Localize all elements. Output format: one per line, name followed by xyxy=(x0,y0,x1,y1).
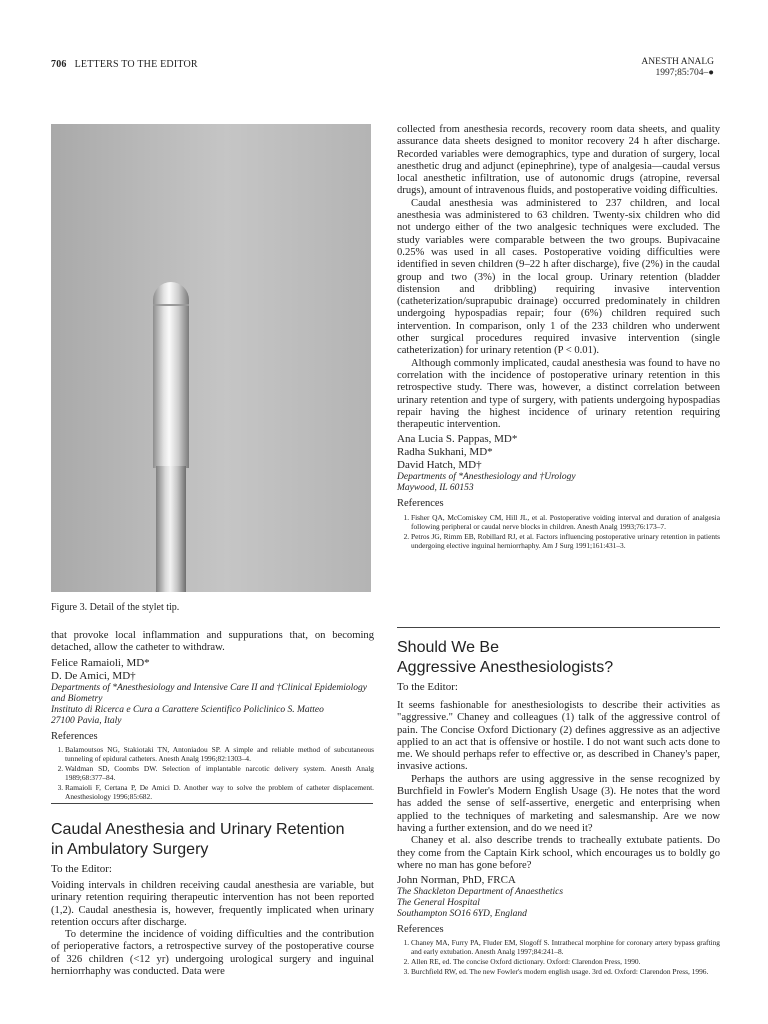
title-line: in Ambulatory Surgery xyxy=(51,841,209,858)
author-line: D. De Amici, MD† xyxy=(51,669,136,682)
stylet-tip-graphic xyxy=(153,282,189,468)
author-line: Ana Lucia S. Pappas, MD* xyxy=(397,433,518,446)
reference-list xyxy=(397,513,720,550)
body-paragraph: It seems fashionable for anesthesiologists to describe their activities as "aggressive." Chaney and colleagues (1) talk of the aggressive control of pain. The Concise Oxford Dictionary (2) defines aggressive as an adjective applied to an act that is offensive or hostile. I do not want such acts done to me. We should perhaps refer to effective or, as described in Chaney's paper, invasive actions. xyxy=(397,700,720,773)
affiliation-line: Maywood, IL 60153 xyxy=(397,483,474,494)
body-paragraph: Caudal anesthesia was administered to 237 children, and local anesthesia was administered to 63 children. Twenty-six children who did not undergo either of the two analgesic techniques were excluded. The study variables were comparable between the two groups. Bupivacaine 0.25% was used in all cases. Postoperative voiding difficulties were identified in seven children (9–22 h after discharge), five (2%) in the caudal group and two (3%) in the local group. Urinary retention (bladder distension and dribbling) requiring invasive intervention (catheterization/suprapubic drainage) occurred predominately in children undergoing hypospadias repair; four (6%) children required such intervention. In comparison, only 1 of the 233 children who underwent other surgical procedures required invasive intervention (single catheterization) for urinary retention (P < 0.01). xyxy=(397,197,720,357)
reference-item: 2. Waldman SD, Coombs DW. Selection of implantable narcotic delivery system. Anesth Analg 1989;68:377–84. xyxy=(65,764,374,782)
affiliation-line: Departments of *Anesthesiology and †Urology xyxy=(397,472,576,483)
affiliation-line: Instituto di Ricerca e Cura a Carattere Scientifico Policlinico S. Matteo xyxy=(51,704,324,715)
reference-item: 2. Allen RE, ed. The concise Oxford dictionary. Oxford: Clarendon Press, 1990. xyxy=(411,957,720,966)
references-heading: References xyxy=(397,924,444,936)
references-heading: References xyxy=(397,498,444,510)
reference-item: 3. Burchfield RW, ed. The new Fowler's modern english usage. 3rd ed. Oxford: Clarendon Press, 1996. xyxy=(411,967,720,976)
section-divider xyxy=(51,803,373,804)
references-heading: References xyxy=(51,730,98,742)
section-title: LETTERS TO THE EDITOR xyxy=(74,59,198,70)
body-paragraph: Chaney et al. also describe trends to tracheally extubate patients. Do they come from the Captain Kirk school, which encourages us to boldly go where no man has gone before? xyxy=(397,835,720,871)
salutation: To the Editor: xyxy=(397,681,458,693)
running-header-right xyxy=(641,57,714,79)
stylet-groove xyxy=(153,304,189,306)
figure-caption: Figure 3. Detail of the stylet tip. xyxy=(51,602,180,613)
letter-title xyxy=(397,638,720,678)
affiliation-line: Southampton SO16 6YD, England xyxy=(397,909,527,920)
reference-list xyxy=(397,938,720,976)
affiliation-line: Departments of *Anesthesiology and Intensive Care II and †Clinical Epidemiology and Biometry xyxy=(51,682,367,704)
salutation: To the Editor: xyxy=(51,863,112,875)
author-line: John Norman, PhD, FRCA xyxy=(397,874,516,887)
title-line: Caudal Anesthesia and Urinary Retention xyxy=(51,821,345,838)
author-line: Felice Ramaioli, MD* xyxy=(51,656,150,669)
caudal-letter-continuation xyxy=(397,124,720,551)
affiliation-line: The Shackleton Department of Anaesthetics xyxy=(397,887,564,898)
body-paragraph: To determine the incidence of voiding difficulties and the contribution of perioperative factors, a retrospective survey of the postoperative course of 326 children (<12 yr) undergoing urological surgery and inguinal herniorrhaphy was conducted. Data were xyxy=(51,929,374,978)
previous-letter-ending xyxy=(51,630,374,802)
reference-item: 1. Chaney MA, Furry PA, Fluder EM, Slogoff S. Intrathecal morphine for coronary artery bypass grafting and early extubation. Anesth Analg 1997;84:241–8. xyxy=(411,938,720,956)
reference-item: 1. Balamoutsos NG, Stakiotaki TN, Antoniadou SP. A simple and reliable method of subcutaneous tunneling of epidural catheters. Anesth Analg 1996;82:1303–4. xyxy=(65,745,374,763)
stylet-shaft xyxy=(156,466,186,592)
author-line: David Hatch, MD† xyxy=(397,459,482,472)
reference-item: 3. Ramaioli F, Certana P, De Amici D. Another way to solve the problem of catheter displacement. Anesthesiology 1996;85:682. xyxy=(65,783,374,801)
affiliation-line: 27100 Pavia, Italy xyxy=(51,715,122,726)
body-paragraph: Although commonly implicated, caudal anesthesia was found to have no correlation with the incidence of postoperative urinary retention in this retrospective study. There was, however, a distinct correlation between urinary retention and type of surgery, with patients undergoing hypospadias repair having the highest incidence of urinary retention requiring therapeutic intervention. xyxy=(397,357,720,431)
caudal-letter-body xyxy=(51,880,374,978)
aggressive-letter-body xyxy=(397,700,720,977)
author-line: Radha Sukhani, MD* xyxy=(397,446,493,459)
body-paragraph: that provoke local inflammation and suppurations that, on becoming detached, allow the catheter to withdraw. xyxy=(51,630,374,654)
reference-item: 1. Fisher QA, McComiskey CM, Hill JL, et al. Postoperative voiding interval and duration of analgesia following peripheral or caudal nerve blocks in children. Anesth Analg 1993;76:173–7. xyxy=(411,513,720,531)
body-paragraph: collected from anesthesia records, recovery room data sheets, and quality assurance data sheets designed to monitor recovery 24 h after discharge. Recorded variables were demographics, type and duration of surgery, local anesthetic drug and adjunct (epinephrine), type of analgesia—caudal versus local anesthetic infiltration, use of autonomic drugs (atropine, reversal drugs), amount of intravenous fluids, and postoperative voiding difficulties. xyxy=(397,124,720,197)
stylet-photo xyxy=(51,124,371,592)
letter-title xyxy=(51,820,376,860)
journal-name: ANESTH ANALG xyxy=(641,57,714,67)
section-divider xyxy=(397,627,720,628)
reference-item: 2. Petros JG, Rimm EB, Robillard RJ, et al. Factors influencing postoperative urinary retention in patients undergoing elective inguinal herniorrhaphy. Am J Surg 1991;161:431–3. xyxy=(411,532,720,550)
title-line: Aggressive Anesthesiologists? xyxy=(397,659,614,676)
affiliation-line: The General Hospital xyxy=(397,898,480,909)
body-paragraph: Voiding intervals in children receiving caudal anesthesia are variable, but urinary retention requiring therapeutic intervention has not been reported (1,2). Caudal anesthesia is, however, frequently implicated when urinary retention occurs after discharge. xyxy=(51,880,374,928)
title-line: Should We Be xyxy=(397,639,499,656)
journal-citation: 1997;85:704–● xyxy=(655,68,714,78)
page-number: 706 xyxy=(51,59,67,70)
running-header-left xyxy=(51,59,198,70)
reference-list xyxy=(51,745,374,801)
body-paragraph: Perhaps the authors are using aggressive in the sense recognized by Burchfield in Fowler's Modern English Usage (3). He notes that the word has added the sense of self-assertive, energetic and enterprising when applied to the techniques of marketing and salesmanship. Are we now having a further extension, and do we need it? xyxy=(397,773,720,834)
